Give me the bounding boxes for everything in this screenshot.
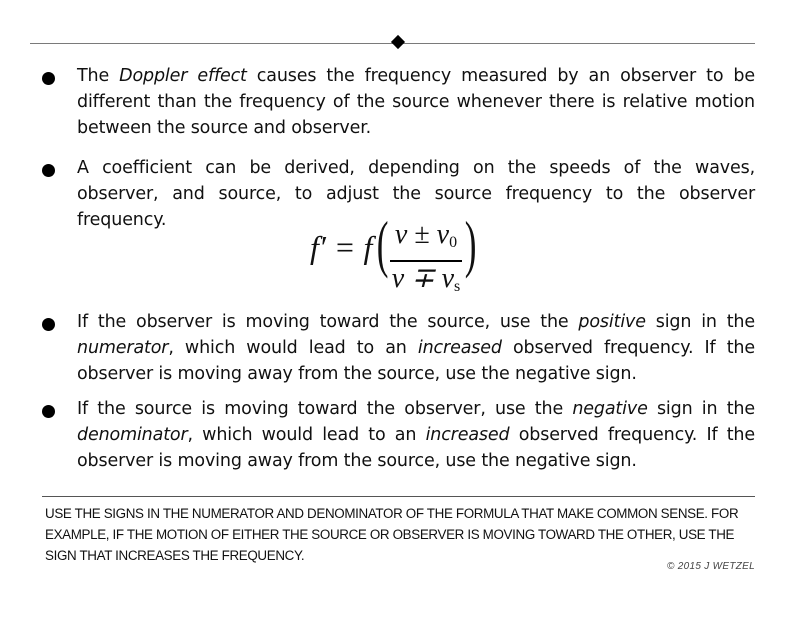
formula-denominator bbox=[390, 263, 462, 303]
body-text: If the observer is moving toward the source, use the bbox=[77, 312, 579, 332]
emphasis-text: positive bbox=[578, 312, 646, 332]
bullet-icon bbox=[42, 164, 55, 177]
copyright: © 2015 J WETZEL bbox=[666, 561, 755, 572]
emphasis-text: negative bbox=[572, 399, 648, 419]
emphasis-text: denominator bbox=[77, 425, 188, 445]
fraction-bar bbox=[390, 260, 462, 262]
formula-fraction bbox=[390, 219, 462, 303]
bullet-icon bbox=[42, 405, 55, 418]
bullet-paragraph-1 bbox=[77, 63, 755, 141]
bullet-icon bbox=[42, 72, 55, 85]
open-paren: ( bbox=[376, 208, 389, 279]
bottom-divider bbox=[42, 496, 755, 497]
numerator-subscript: 0 bbox=[449, 234, 458, 251]
doppler-formula bbox=[310, 208, 480, 295]
body-text: A coefficient can be derived, depending on the speeds of the waves, observer, and source, to adjust the source frequency to the observer frequency. bbox=[77, 158, 755, 230]
body-text: sign in the bbox=[647, 399, 755, 419]
bullet-paragraph-3 bbox=[77, 309, 755, 387]
diamond-ornament-icon bbox=[391, 35, 405, 49]
denominator-subscript: s bbox=[454, 277, 461, 295]
close-paren: ) bbox=[464, 208, 477, 279]
bullet-icon bbox=[42, 318, 55, 331]
footnote: USE THE SIGNS IN THE NUMERATOR AND DENOMINATOR OF THE FORMULA THAT MAKE COMMON SENSE. FOR EXAMPLE, IF THE MOTION OF EITHER THE SOURCE OR OBSERVER IS MOVING TOWARD THE OTHER, USE THE SIGN THAT INCREASES THE FREQUENCY. bbox=[45, 506, 739, 563]
formula-lhs: f′ = f bbox=[310, 229, 373, 265]
emphasis-text: increased bbox=[417, 338, 502, 358]
body-text: sign in the bbox=[645, 312, 755, 332]
emphasis-text: numerator bbox=[77, 338, 169, 358]
formula-numerator bbox=[390, 219, 462, 259]
numerator-text: v ± v bbox=[394, 219, 450, 250]
body-text: observed frequency. If the observer is moving away from the source, use the negative sign. bbox=[77, 425, 755, 471]
body-text: observed frequency. If the observer is moving away from the source, use the negative sign. bbox=[77, 338, 755, 384]
body-text: causes the frequency measured by an observer to be different than the frequency of the source whenever there is relative motion between the source and observer. bbox=[77, 66, 755, 138]
body-text: If the source is moving toward the observer, use the bbox=[77, 399, 573, 419]
bullet-paragraph-4 bbox=[77, 396, 755, 474]
body-text: , which would lead to an bbox=[168, 338, 418, 358]
emphasis-text: increased bbox=[425, 425, 510, 445]
emphasis-text: Doppler effect bbox=[119, 66, 247, 86]
body-text: The bbox=[77, 66, 120, 86]
body-text: , which would lead to an bbox=[187, 425, 426, 445]
denominator-text: v ∓ v bbox=[391, 262, 455, 294]
